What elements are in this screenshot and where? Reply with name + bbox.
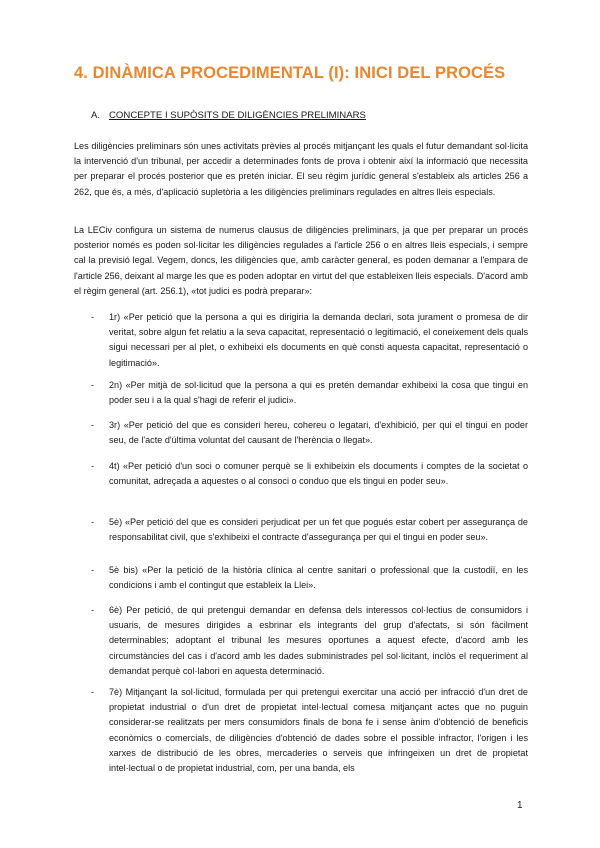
list-dash: - (91, 420, 95, 430)
list-item (91, 418, 528, 448)
list-item-text: 2n) «Per mitjà de sol·licitud que la persona a qui es pretén demandar exhibeixi la cosa que tingui en poder seu i a la qual s'hagi de referir el judici». (109, 380, 528, 406)
list-item-text: 5è bis) «Per la petició de la història clínica al centre sanitari o professional que la custodiï, en les condicions i amb el contingut que estableix la Llei». (109, 565, 528, 591)
section-letter: A. (91, 110, 101, 121)
section-heading (91, 110, 366, 121)
list-dash: - (91, 565, 95, 575)
list-dash: - (91, 517, 95, 527)
list-item-text: 7è) Mitjançant la sol·licitud, formulada per qui pretengui exercitar una acció per infracció d'un dret de propietat industrial o d'un dret de propietat intel·lectual comesa mitjançant actes que no puguin considerar-se realitzats per mers consumidors finals de bona fe i sense ànim d'obtenció de beneficis econòmics o comercials, de diligències d'obtenció de dades sobre el possible infractor, l'origen i les xarxes de distribució de les obres, mercaderies o serveis que infringeixen un dret de propietat intel·lectual o de propietat industrial, com, per una banda, els (109, 687, 528, 774)
list-item-text: 4t) «Per petició d'un soci o comuner perquè se li exhibeixin els documents i comptes de la societat o comunitat, adreçada a aquestes o al consoci o conduo que els tingui en poder seu». (109, 461, 528, 487)
list-dash: - (91, 461, 95, 471)
list-item-text: 1r) «Per petició que la persona a qui es dirigiria la demanda declari, sota jurament o promesa de dir veritat, sobre algun fet relatiu a la seva capacitat, representació o legitimació, el coneixement dels quals sigui necessari per al plet, o exhibeixi els documents en què consti aquesta capacitat, representació o legitimació». (109, 312, 528, 368)
list-item (91, 459, 528, 489)
page-number: 1 (517, 800, 523, 811)
list-item-text: 3r) «Per petició del que es consideri hereu, cohereu o legatari, d'exhibició, per qui el tingui en poder seu, de l'acte d'última voluntat del causant de l'herència o llegat». (109, 420, 528, 446)
list-item (91, 515, 528, 545)
list-item (91, 685, 528, 776)
list-item (91, 310, 528, 371)
paragraph: La LECiv configura un sistema de numerus clausus de diligències preliminars, ja que per preparar un procés posterior només es poden sol·licitar les diligències regulades a l'article 256 o en altres lleis especials, i sempre cal la previsió legal. Vegem, doncs, les diligències que, amb caràcter general, es poden demanar a l'empara de l'article 256, deixant al marge les que es poden adoptar en virtut del que estableixen lleis especials. D'acord amb el règim general (art. 256.1), «tot judici es podrà preparar»: (74, 225, 528, 296)
list-dash: - (91, 380, 95, 390)
list-dash: - (91, 312, 95, 322)
list-item (91, 563, 528, 593)
paragraph: Les diligències preliminars són unes activitats prèvies al procés mitjançant les quals el futur demandant sol·licita la intervenció d'un tribunal, per accedir a determinades fonts de prova i obtenir així la informació que necessita per preparar el procés posterior que es pretén iniciar. El seu règim jurídic general s'estableix als articles 256 a 262, que és, a més, d'aplicació supletòria a les diligències preliminars regulades en altres lleis especials. (74, 141, 528, 197)
list-item (91, 378, 528, 408)
list-dash: - (91, 687, 95, 697)
list-dash: - (91, 605, 95, 615)
chapter-title: 4. DINÀMICA PROCEDIMENTAL (I): INICI DEL PROCÉS (74, 64, 506, 82)
list-item-text: 5è) «Per petició del que es consideri perjudicat per un fet que pogués estar cobert per assegurança de responsabilitat civil, que s'exhibeixi el contracte d'assegurança per qui el tingui en poder seu». (109, 517, 528, 543)
section-heading-text: CONCEPTE I SUPÒSITS DE DILIGÈNCIES PRELIMINARS (109, 110, 366, 121)
list-item (91, 603, 528, 679)
list-item-text: 6è) Per petició, de qui pretengui demandar en defensa dels interessos col·lectius de consumidors i usuaris, de mesures dirigides a esbrinar els integrants del grup d'afectats, si són fàcilment determinables; adoptant el tribunal les mesures oportunes a aquest efecte, d'acord amb les circumstàncies del cas i d'acord amb les dades subministrades pel sol·licitant, inclòs el requeriment al demandat perquè col·labori en aquesta determinació. (109, 605, 528, 676)
